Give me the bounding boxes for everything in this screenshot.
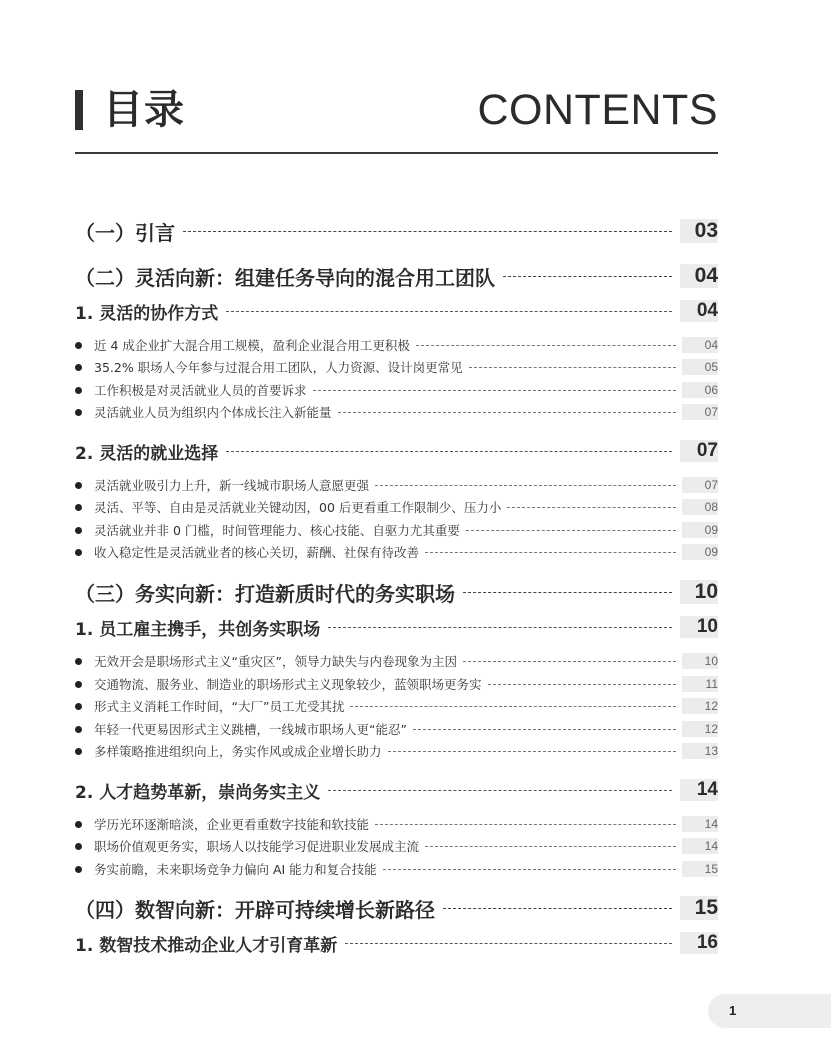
toc-page-number: 14 [682, 816, 718, 832]
dotted-leader [226, 451, 672, 452]
toc-section-title: （三）务实向新：打造新质时代的务实职场 [75, 581, 455, 606]
toc-subsection-title: 1. 灵活的协作方式 [75, 303, 219, 324]
dotted-leader [226, 311, 672, 312]
dotted-leader [413, 729, 676, 730]
toc-page-number: 13 [682, 743, 718, 759]
toc-item-title: 灵活、平等、自由是灵活就业关键动因，00 后更看重工作限制少、压力小 [94, 500, 502, 515]
toc-section[interactable] [75, 216, 718, 246]
contents-header [75, 84, 718, 144]
toc-page-number: 15 [680, 896, 718, 920]
toc-item-title: 灵活就业并非 0 门槛，时间管理能力、核心技能、自驱力尤其重要 [94, 523, 460, 538]
bullet-icon [75, 549, 82, 556]
toc-item[interactable] [75, 859, 718, 879]
toc-section-title: （二）灵活向新：组建任务导向的混合用工团队 [75, 265, 495, 290]
toc-subsection[interactable] [75, 438, 718, 464]
toc-page-number: 06 [682, 382, 718, 398]
toc-page-number: 04 [680, 264, 718, 288]
dotted-leader [383, 869, 676, 870]
toc-item-title: 职场价值观更务实，职场人以技能学习促进职业发展成主流 [94, 839, 420, 854]
toc-item-title: 近 4 成企业扩大混合用工规模，盈利企业混合用工更积极 [94, 338, 410, 353]
toc-page-number: 09 [682, 544, 718, 560]
toc-item[interactable] [75, 814, 718, 834]
page-number-tab [708, 994, 831, 1028]
toc-item[interactable] [75, 719, 718, 739]
toc-item-title: 多样策略推进组织向上，务实作风或成企业增长助力 [94, 744, 382, 759]
dotted-leader [507, 507, 676, 508]
toc-page-number: 08 [682, 499, 718, 515]
bullet-icon [75, 409, 82, 416]
toc-subsection[interactable] [75, 930, 718, 956]
toc-page-number: 10 [680, 580, 718, 604]
toc-item[interactable] [75, 357, 718, 377]
toc-page-number: 04 [682, 337, 718, 353]
dotted-leader [375, 824, 676, 825]
bullet-icon [75, 364, 82, 371]
toc-item-title: 工作积极是对灵活就业人员的首要诉求 [94, 383, 307, 398]
toc-page-number: 15 [682, 861, 718, 877]
page-title-cn: 目录 [103, 87, 185, 133]
dotted-leader [466, 530, 676, 531]
toc-page-number: 12 [682, 698, 718, 714]
toc-page-number: 07 [682, 477, 718, 493]
toc-subsection-title: 1. 数智技术推动企业人才引育革新 [75, 935, 338, 956]
toc-item-title: 35.2% 职场人今年参与过混合用工团队，人力资源、设计岗更常见 [94, 360, 463, 375]
toc-item[interactable] [75, 836, 718, 856]
toc-subsection[interactable] [75, 777, 718, 803]
page-title-en: CONTENTS [477, 86, 718, 134]
dotted-leader [416, 345, 676, 346]
dotted-leader [469, 367, 676, 368]
dotted-leader [488, 684, 676, 685]
header-divider [75, 152, 718, 154]
dotted-leader [345, 943, 672, 944]
toc-item[interactable] [75, 651, 718, 671]
toc-page-number: 07 [680, 440, 718, 462]
toc-subsection[interactable] [75, 614, 718, 640]
dotted-leader [183, 231, 672, 232]
toc-item[interactable] [75, 542, 718, 562]
toc-item-title: 年轻一代更易因形式主义跳槽，一线城市职场人更“能忍” [94, 722, 407, 737]
bullet-icon [75, 866, 82, 873]
toc-page-number: 16 [680, 932, 718, 954]
bullet-icon [75, 821, 82, 828]
toc-item-title: 交通物流、服务业、制造业的职场形式主义现象较少，蓝领职场更务实 [94, 677, 482, 692]
toc-page-number: 11 [682, 676, 718, 692]
dotted-leader [463, 592, 672, 593]
toc-item[interactable] [75, 741, 718, 761]
toc-item-title: 学历光环逐渐暗淡，企业更看重数字技能和软技能 [94, 817, 370, 832]
dotted-leader [443, 908, 672, 909]
bullet-icon [75, 681, 82, 688]
bullet-icon [75, 658, 82, 665]
dotted-leader [375, 485, 676, 486]
bullet-icon [75, 703, 82, 710]
bullet-icon [75, 482, 82, 489]
bullet-icon [75, 342, 82, 349]
toc-page-number: 03 [680, 219, 718, 243]
bullet-icon [75, 748, 82, 755]
toc-page-number: 10 [680, 616, 718, 638]
dotted-leader [350, 706, 676, 707]
toc-item-title: 务实前瞻，未来职场竞争力偏向 AI 能力和复合技能 [94, 862, 377, 877]
toc-subsection[interactable] [75, 298, 718, 324]
toc-section[interactable] [75, 261, 718, 291]
toc-item-title: 形式主义消耗工作时间，“大厂”员工尤受其扰 [94, 699, 345, 714]
toc-item[interactable] [75, 520, 718, 540]
toc-item-title: 灵活就业人员为组织内个体成长注入新能量 [94, 405, 332, 420]
toc-item-title: 灵活就业吸引力上升，新一线城市职场人意愿更强 [94, 478, 370, 493]
toc-page-number: 04 [680, 300, 718, 322]
toc-page-number: 07 [682, 404, 718, 420]
toc-section-title: （一）引言 [75, 220, 175, 245]
toc-page-number: 10 [682, 653, 718, 669]
toc-section[interactable] [75, 893, 718, 923]
toc-page-number: 12 [682, 721, 718, 737]
toc-page-number: 09 [682, 522, 718, 538]
toc-section-title: （四）数智向新：开辟可持续增长新路径 [75, 897, 435, 922]
dotted-leader [328, 627, 672, 628]
dotted-leader [425, 846, 676, 847]
toc-item[interactable] [75, 402, 718, 422]
toc-item[interactable] [75, 696, 718, 716]
toc-page-number: 14 [680, 779, 718, 801]
toc-item[interactable] [75, 475, 718, 495]
dotted-leader [425, 552, 676, 553]
toc-page-number: 05 [682, 359, 718, 375]
dotted-leader [328, 790, 672, 791]
dotted-leader [388, 751, 676, 752]
toc-item-title: 无效开会是职场形式主义“重灾区”，领导力缺失与内卷现象为主因 [94, 654, 457, 669]
toc-item[interactable] [75, 497, 718, 517]
bullet-icon [75, 726, 82, 733]
bullet-icon [75, 504, 82, 511]
toc-item[interactable] [75, 380, 718, 400]
toc-page-number: 14 [682, 838, 718, 854]
bullet-icon [75, 527, 82, 534]
toc-subsection-title: 2. 灵活的就业选择 [75, 443, 219, 464]
title-accent-bar [75, 90, 83, 130]
toc-subsection-title: 1. 员工雇主携手，共创务实职场 [75, 619, 321, 640]
bullet-icon [75, 843, 82, 850]
bullet-icon [75, 387, 82, 394]
dotted-leader [503, 276, 672, 277]
toc-subsection-title: 2. 人才趋势革新，崇尚务实主义 [75, 782, 321, 803]
toc-item[interactable] [75, 674, 718, 694]
toc-item[interactable] [75, 335, 718, 355]
page-number: 1 [729, 1003, 737, 1018]
dotted-leader [463, 661, 676, 662]
toc-section[interactable] [75, 577, 718, 607]
dotted-leader [338, 412, 676, 413]
dotted-leader [313, 390, 676, 391]
toc-item-title: 收入稳定性是灵活就业者的核心关切，薪酬、社保有待改善 [94, 545, 420, 560]
